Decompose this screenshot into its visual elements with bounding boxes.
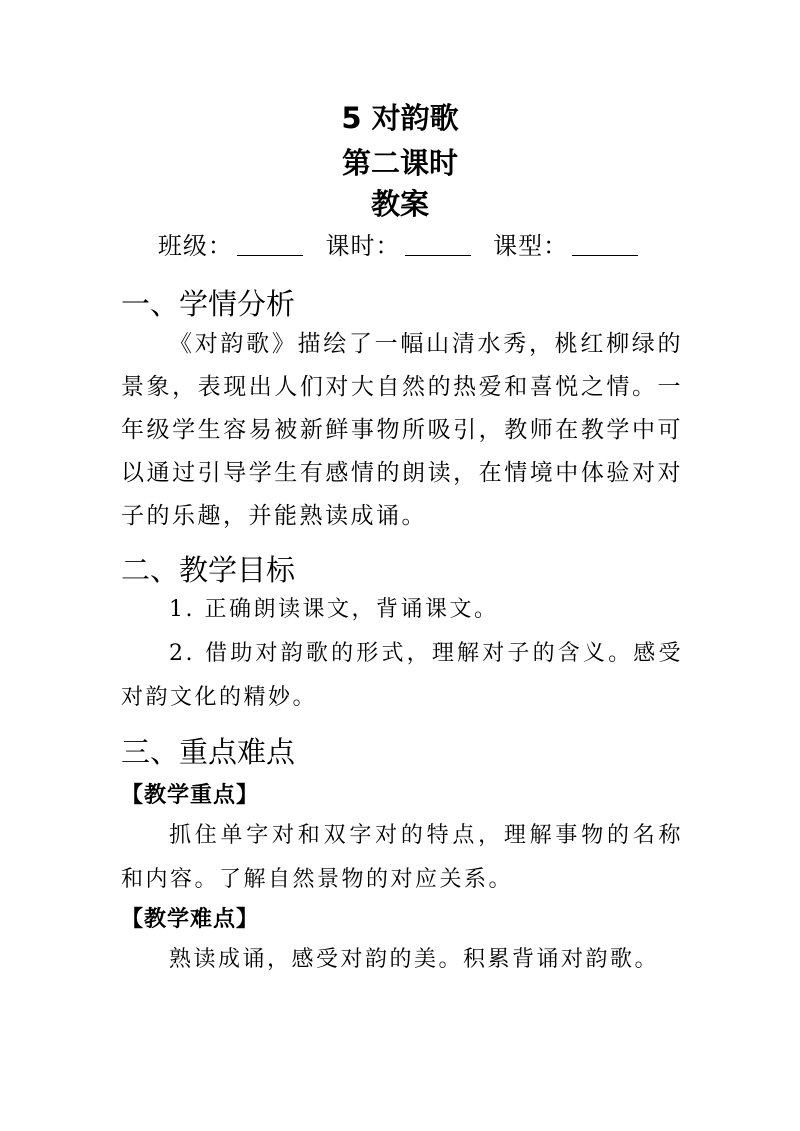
focus-text: 抓住单字对和双字对的特点，理解事物的名称和内容。了解自然景物的对应关系。 — [121, 823, 683, 892]
keypoints-heading: 三、重点难点 — [121, 735, 296, 769]
goal-item-2: 2. 借助对韵歌的形式，理解对子的含义。感受对韵文化的精妙。 — [121, 641, 683, 710]
class-blank — [237, 231, 303, 256]
lesson-period: 第二课时 — [341, 146, 458, 180]
type-label: 课型： — [493, 232, 569, 260]
lesson-doc-type: 教案 — [370, 187, 429, 221]
period-blank — [405, 231, 471, 256]
difficulty-text: 熟读成诵，感受对韵的美。积累背诵对韵歌。 — [169, 947, 660, 972]
info-line — [0, 228, 800, 264]
type-blank — [572, 231, 638, 256]
lesson-title: 5 对韵歌 — [341, 101, 459, 135]
period-label: 课时： — [325, 232, 401, 260]
goals-heading: 二、教学目标 — [121, 553, 296, 587]
difficulty-label: 【教学难点】 — [121, 906, 260, 932]
focus-label: 【教学重点】 — [121, 782, 260, 808]
goal-item-1: 1. 正确朗读课文，背诵课文。 — [169, 597, 499, 622]
class-label: 班级： — [157, 232, 233, 260]
analysis-heading: 一、学情分析 — [121, 287, 296, 321]
analysis-paragraph: 《对韵歌》描绘了一幅山清水秀，桃红柳绿的景象，表现出人们对大自然的热爱和喜悦之情。一年级学生容易被新鲜事物所吸引，教师在教学中可以通过引导学生有感情的朗读，在情境中体验对对子的乐趣，并能熟读成诵。 — [121, 331, 683, 529]
